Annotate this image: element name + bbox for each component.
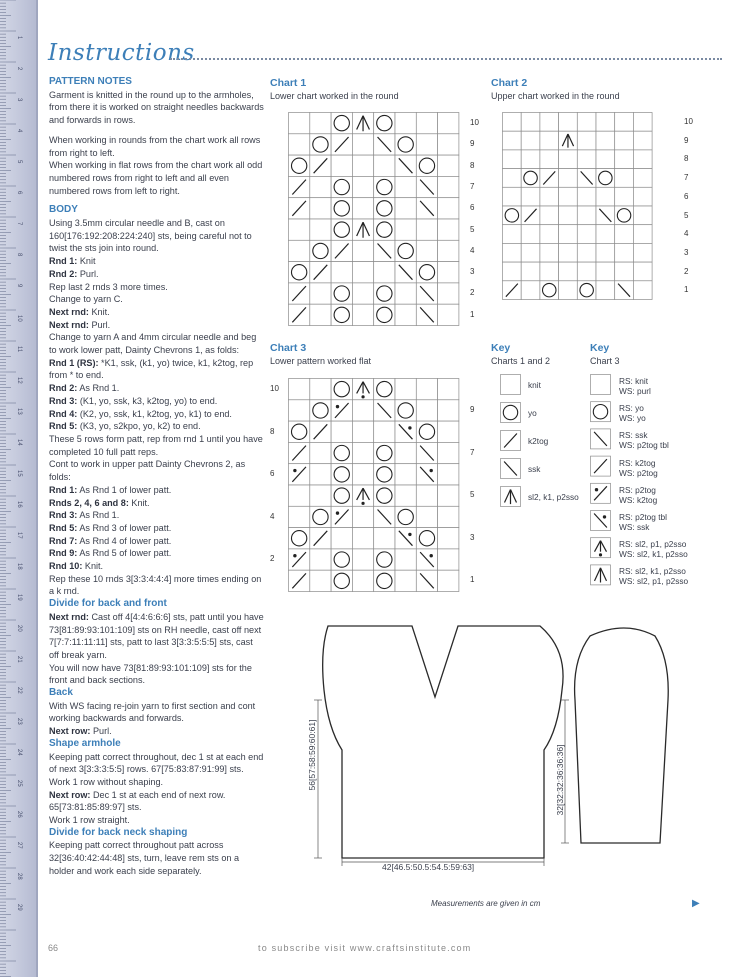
chart-cell [310, 113, 331, 134]
neck-p: Keeping patt correct throughout patt across 32[36:40:42:44:48] sts, turn, leave rem sts on a holder and work each side separately. [49, 840, 240, 876]
chart-cell [559, 262, 578, 281]
chart-cell [521, 281, 540, 300]
chart-cell [540, 187, 559, 206]
chart-cell [416, 219, 437, 240]
chart-cell [438, 549, 459, 570]
chart-cell [352, 198, 373, 219]
chart-cell [577, 113, 596, 132]
chart2-row-number: 10 [684, 117, 693, 126]
chart-cell [331, 262, 352, 283]
ruler-label: 1 [16, 36, 22, 40]
chart-cell [540, 262, 559, 281]
chart1-row-number: 7 [470, 181, 475, 191]
sleeve-outline [575, 628, 669, 843]
chart-cell [310, 442, 331, 463]
key3-symbols [590, 374, 612, 594]
chart-cell [289, 485, 310, 506]
chart-cell [352, 528, 373, 549]
chart2-subtitle: Upper chart worked in the round [491, 91, 620, 101]
chart-cell [438, 485, 459, 506]
armhole-p3: Work 1 row straight. [49, 815, 130, 826]
chart1-row-number: 6 [470, 203, 475, 213]
chart-cell [374, 528, 395, 549]
chart-cell [577, 225, 596, 244]
chart-cell [395, 176, 416, 197]
chart-cell [438, 304, 459, 325]
ruler-label: 26 [16, 811, 22, 818]
chart-cell [559, 187, 578, 206]
chart3-row-number-ws: 10 [270, 384, 279, 393]
chart1-row-number: 4 [470, 245, 475, 255]
key3-label: RS: p2tog WS: k2tog [619, 484, 658, 505]
notes-p1: Garment is knitted in the round up to the armholes, from there it is worked on straight needles backwards and forwards in rows. [49, 89, 264, 126]
ruler-label: 13 [16, 408, 22, 415]
footer-subscribe-url: to subscribe visit www.craftsinstitute.com [258, 943, 472, 953]
chart-cell [395, 113, 416, 134]
chart-cell [503, 262, 522, 281]
chart-cell [633, 169, 652, 188]
key3-title: Key [590, 342, 610, 354]
chart-cell [416, 506, 437, 527]
chart3-row-number-ws: 6 [270, 469, 275, 479]
key1-label: k2tog [528, 436, 549, 446]
body-l1: Rnd 1 (RS): *K1, ssk, (k1, yo) twice, k1, k2tog, rep from * to end. [49, 357, 254, 381]
armhole-heading: Shape armhole [49, 737, 121, 749]
chart-cell [352, 570, 373, 591]
chart-cell [633, 206, 652, 225]
chart-cell [615, 113, 634, 132]
chart-cell [395, 219, 416, 240]
chart-cell [310, 464, 331, 485]
chart2-row-number: 7 [684, 173, 689, 183]
chart-cell [331, 155, 352, 176]
chart1-row-number: 1 [470, 309, 475, 319]
chart-cell [540, 243, 559, 262]
chart-cell [615, 169, 634, 188]
chart-cell [503, 150, 522, 169]
chart-cell [521, 262, 540, 281]
chart-cell [503, 131, 522, 150]
ruler-label: 14 [16, 439, 22, 446]
ruler-label: 18 [16, 563, 22, 570]
chart2-row-number: 2 [684, 266, 689, 276]
notes-p2: When working in rounds from the chart work all rows from right to left. [49, 134, 261, 158]
chart1-row-number: 10 [470, 118, 479, 127]
ruler-label: 21 [16, 656, 22, 663]
ruler-label: 27 [16, 842, 22, 849]
chart2-row-number: 6 [684, 191, 689, 201]
chart-cell [577, 243, 596, 262]
chart-cell [577, 187, 596, 206]
ruler-ticks [0, 0, 38, 977]
chart-cell [438, 134, 459, 155]
chart-cell [540, 150, 559, 169]
chart-cell [559, 113, 578, 132]
chart1-row-number: 2 [470, 288, 475, 298]
body-l3: Rnd 3: (K1, yo, ssk, k3, k2tog, yo) to end. [49, 395, 218, 406]
chart-cell [374, 262, 395, 283]
chart2-row-number: 8 [684, 154, 689, 164]
key3-label: RS: k2tog WS: p2tog [619, 457, 658, 478]
measurements-note: Measurements are given in cm [431, 899, 541, 908]
chart-cell [503, 225, 522, 244]
chart-cell [577, 150, 596, 169]
chart2-title: Chart 2 [491, 77, 528, 89]
chart-cell [289, 113, 310, 134]
body-u10: Rnd 10: Knit. [49, 561, 104, 572]
chart-cell [503, 169, 522, 188]
chart-cell [310, 219, 331, 240]
chart-cell [596, 131, 615, 150]
chart-cell [438, 240, 459, 261]
chart-cell [289, 506, 310, 527]
body-rep: Rep last 2 rnds 3 more times. [49, 281, 168, 292]
chart-cell [416, 400, 437, 421]
body-change2: Change to yarn A and 4mm circular needle and beg to work lower patt, Dainty Chevrons 1, as folds: [49, 332, 257, 356]
chart1-title: Chart 1 [270, 77, 307, 89]
body-cont: Cont to work in upper patt Dainty Chevrons 2, as folds: [49, 459, 246, 483]
chart-cell [559, 281, 578, 300]
chart-cell [310, 379, 331, 400]
chart-cell [310, 304, 331, 325]
ruler-label: 7 [16, 222, 22, 226]
ruler-label: 4 [16, 129, 22, 133]
ruler-label: 23 [16, 718, 22, 725]
chart-cell [540, 131, 559, 150]
chart-cell [633, 187, 652, 206]
chart-cell [503, 187, 522, 206]
body-l4: Rnd 4: (K2, yo, ssk, k1, k2tog, yo, k1) to end. [49, 408, 232, 419]
chart-cell [352, 304, 373, 325]
chart-cell [596, 113, 615, 132]
chart3-title: Chart 3 [270, 342, 307, 354]
ruler-label: 15 [16, 470, 22, 477]
chart-cell [416, 485, 437, 506]
chart3-row-number-rs: 5 [470, 490, 475, 500]
body-u9: Rnd 9: As Rnd 5 of lower patt. [49, 548, 172, 559]
chart3-row-number-ws: 8 [270, 426, 275, 436]
page-title: Instructions [48, 40, 195, 66]
ruler-label: 5 [16, 160, 22, 164]
key-swatch [501, 375, 521, 395]
chart-cell [559, 206, 578, 225]
ruler-label: 19 [16, 594, 22, 601]
chart-cell [559, 150, 578, 169]
chart-cell [310, 283, 331, 304]
chart2-row-number: 1 [684, 285, 689, 295]
body-u1: Rnd 1: As Rnd 1 of lower patt. [49, 484, 172, 495]
key1-title: Key [491, 342, 511, 354]
body-u7: Rnd 7: As Rnd 4 of lower patt. [49, 535, 172, 546]
chart-cell [331, 528, 352, 549]
body-form: These 5 rows form patt, rep from rnd 1 until you have completed 10 full patt reps. [49, 433, 263, 457]
chart-cell [416, 113, 437, 134]
ruler-label: 2 [16, 67, 22, 71]
chart-cell [633, 281, 652, 300]
chart-cell [615, 243, 634, 262]
title-divider [170, 58, 722, 60]
chart-cell [596, 243, 615, 262]
chart-cell [289, 134, 310, 155]
ruler-label: 28 [16, 873, 22, 880]
chart-cell [540, 206, 559, 225]
chart-cell [633, 113, 652, 132]
chart-cell [521, 150, 540, 169]
chart-cell [289, 240, 310, 261]
chart2-row-number: 4 [684, 229, 689, 239]
chart-cell [289, 400, 310, 421]
body-u5: Rnd 5: As Rnd 3 of lower patt. [49, 522, 172, 533]
body-width-label: 42[46.5:50.5:54.5:59:63] [382, 862, 475, 872]
ruler-label: 3 [16, 98, 22, 102]
chart2-row-number: 3 [684, 247, 689, 257]
chart-cell [438, 219, 459, 240]
chart-cell [438, 262, 459, 283]
chart-cell [352, 240, 373, 261]
pattern-notes-heading: PATTERN NOTES [49, 76, 132, 87]
chart-cell [438, 400, 459, 421]
chart-cell [374, 155, 395, 176]
page-number: 66 [48, 943, 59, 953]
key3-label: RS: yo WS: yo [619, 403, 646, 424]
ruler-label: 25 [16, 780, 22, 787]
chart-cell [352, 283, 373, 304]
chart3-row-number-rs: 1 [470, 575, 475, 585]
chart3-row-number-rs: 7 [470, 447, 475, 457]
ruler-label: 9 [16, 284, 22, 288]
body-next2: Next rnd: Purl. [49, 319, 111, 330]
chart-cell [633, 243, 652, 262]
chart-cell [559, 225, 578, 244]
chart-cell [374, 421, 395, 442]
key1-label: knit [528, 380, 541, 390]
chart-cell [615, 225, 634, 244]
chart-cell [331, 421, 352, 442]
chart-cell [310, 198, 331, 219]
chart-cell [352, 176, 373, 197]
chart-cell [633, 131, 652, 150]
chart-cell [395, 198, 416, 219]
chart-cell [521, 225, 540, 244]
chart-cell [615, 187, 634, 206]
chart-cell [352, 442, 373, 463]
chart-cell [577, 206, 596, 225]
chart-cell [596, 225, 615, 244]
ruler-label: 17 [16, 532, 22, 539]
neck-heading: Divide for back neck shaping [49, 826, 188, 838]
chart1-row-number: 9 [470, 139, 475, 149]
chart-cell [352, 464, 373, 485]
chart-cell [416, 240, 437, 261]
chart-cell [352, 262, 373, 283]
chart-cell [438, 442, 459, 463]
ruler-label: 22 [16, 687, 22, 694]
chart-cell [577, 131, 596, 150]
ruler-label: 8 [16, 253, 22, 257]
chart3-subtitle: Lower pattern worked flat [270, 356, 372, 366]
chart-cell [352, 134, 373, 155]
body-r1: Rnd 1: Knit [49, 256, 96, 267]
chart-cell [521, 113, 540, 132]
chart3-row-number-rs: 3 [470, 532, 475, 542]
chart-cell [521, 243, 540, 262]
chart-cell [438, 176, 459, 197]
chart-cell [438, 506, 459, 527]
divide-next: Next rnd: Cast off 4[4:4:6:6:6] sts, patt until you have 73[81:89:93:101:109] sts on RH needle, cast off next 7[7:7:11:11:11] sts, patt to last 3[3:3:5:5:5] sts, cast off break yarn. [49, 611, 264, 660]
key3-label: RS: ssk WS: p2tog tbl [619, 430, 669, 451]
notes-p3: When working in flat rows from the chart work all odd numbered rows from right to left and all even numbered rows from left to right. [49, 160, 263, 196]
chart3-row-number-rs: 9 [470, 405, 475, 414]
chart-cell [540, 225, 559, 244]
key1-subtitle: Charts 1 and 2 [491, 356, 551, 366]
chart1-grid [288, 112, 464, 328]
chart2-row-number: 9 [684, 135, 689, 145]
armhole-p1: Keeping patt correct throughout, dec 1 st at each end of next 3[3:3:3:5:5] rows. 67[75:83:87:91:99] sts. [49, 751, 264, 775]
chart-cell [633, 262, 652, 281]
ruler-label: 20 [16, 625, 22, 632]
back-heading: Back [49, 687, 73, 699]
chart1-row-number: 3 [470, 267, 475, 277]
body-change: Change to yarn C. [49, 294, 123, 305]
chart-cell [521, 131, 540, 150]
chart-cell [310, 176, 331, 197]
key3-label: RS: sl2, k1, p2sso WS: sl2, p1, p2sso [619, 566, 689, 587]
chart-cell [352, 549, 373, 570]
body-next1: Next rnd: Knit. [49, 306, 110, 317]
key1-symbols [500, 374, 522, 516]
garment-schematic [300, 610, 720, 880]
chart1-row-number: 5 [470, 224, 475, 234]
body-intro: Using 3.5mm circular needle and B, cast on 160[176:192:208:224:240] sts, being careful not to twist the sts join into round. [49, 218, 252, 254]
body-heading: BODY [49, 204, 78, 216]
key1-label: ssk [528, 464, 541, 474]
chart-cell [352, 421, 373, 442]
key3-label: RS: p2tog tbl WS: ssk [619, 512, 667, 532]
chart-cell [395, 304, 416, 325]
ruler-label: 6 [16, 191, 22, 195]
chart-cell [352, 400, 373, 421]
chart-cell [615, 131, 634, 150]
ruler-label: 12 [16, 377, 22, 384]
chart-cell [395, 485, 416, 506]
armhole-next: Next row: Dec 1 st at each end of next row. 65[73:81:85:89:97] sts. [49, 789, 226, 813]
chart-cell [310, 549, 331, 570]
chart-cell [310, 485, 331, 506]
chart-cell [352, 506, 373, 527]
body-l5: Rnd 5: (K3, yo, s2kpo, yo, k2) to end. [49, 421, 201, 432]
body-u3: Rnd 3: As Rnd 1. [49, 510, 120, 521]
chart-cell [438, 283, 459, 304]
chart-cell [395, 464, 416, 485]
key1-label: sl2, k1, p2sso [528, 492, 579, 502]
chart-cell [503, 113, 522, 132]
chart-cell [352, 155, 373, 176]
ruler-label: 16 [16, 501, 22, 508]
chart2-row-number: 5 [684, 210, 689, 220]
chart-cell [596, 187, 615, 206]
chart3-grid [288, 378, 464, 594]
body-u2: Rnds 2, 4, 6 and 8: Knit. [49, 497, 150, 508]
body-r2: Rnd 2: Purl. [49, 268, 99, 279]
chart-cell [615, 262, 634, 281]
side-ruler [0, 0, 38, 977]
body-l2: Rnd 2: As Rnd 1. [49, 383, 120, 394]
body-rep2: Rep these 10 rnds 3[3:3:4:4:4] more times ending on a k rnd. [49, 573, 262, 597]
chart-cell [615, 150, 634, 169]
chart-cell [559, 243, 578, 262]
back-p: With WS facing re-join yarn to first section and cont working backwards and forwards. [49, 700, 256, 724]
chart-cell [577, 262, 596, 281]
chart-cell [503, 243, 522, 262]
chart-cell [438, 379, 459, 400]
chart-cell [395, 379, 416, 400]
chart-cell [289, 379, 310, 400]
sleeve-length-label: 32[32:32:36:36:36] [555, 744, 565, 816]
chart-cell [395, 549, 416, 570]
chart-cell [596, 150, 615, 169]
chart-cell [289, 219, 310, 240]
next-page-arrow-icon[interactable]: ▶ [692, 898, 700, 909]
chart2-grid [502, 112, 678, 301]
chart-cell [395, 442, 416, 463]
chart-cell [438, 528, 459, 549]
key3-label: RS: knit WS: purl [619, 376, 651, 396]
ruler-label: 24 [16, 749, 22, 756]
chart-cell [438, 198, 459, 219]
chart-cell [438, 155, 459, 176]
chart-cell [416, 379, 437, 400]
armhole-p2: Work 1 row without shaping. [49, 776, 164, 787]
chart-cell [540, 113, 559, 132]
chart-cell [633, 150, 652, 169]
key3-subtitle: Chart 3 [590, 356, 620, 366]
key3-label: RS: sl2, p1, p2sso WS: sl2, k1, p2sso [619, 539, 688, 560]
chart-cell [395, 570, 416, 591]
chart-cell [395, 283, 416, 304]
instructions-column [49, 76, 264, 878]
chart-cell [416, 134, 437, 155]
divide-now: You will now have 73[81:89:93:101:109] sts for the front and back sections. [49, 662, 252, 686]
chart1-row-number: 8 [470, 160, 475, 170]
chart-cell [310, 570, 331, 591]
chart-cell [596, 262, 615, 281]
chart-cell [633, 225, 652, 244]
key-swatch [591, 375, 611, 395]
chart1-subtitle: Lower chart worked in the round [270, 91, 399, 101]
ruler-label: 11 [16, 346, 22, 353]
chart-cell [596, 281, 615, 300]
back-next: Next row: Purl. [49, 726, 112, 737]
chart3-row-number-ws: 2 [270, 554, 275, 564]
chart-cell [521, 187, 540, 206]
chart-cell [438, 464, 459, 485]
chart-cell [438, 421, 459, 442]
chart-cell [559, 169, 578, 188]
chart-cell [438, 570, 459, 591]
key1-label: yo [528, 408, 537, 418]
chart-cell [438, 113, 459, 134]
divide-heading: Divide for back and front [49, 598, 167, 610]
body-outline [323, 626, 563, 858]
chart3-row-number-ws: 4 [270, 511, 275, 521]
body-length-label: 56[57:58:59:60:61] [307, 719, 317, 791]
ruler-label: 10 [16, 315, 22, 322]
ruler-label: 29 [16, 904, 22, 911]
